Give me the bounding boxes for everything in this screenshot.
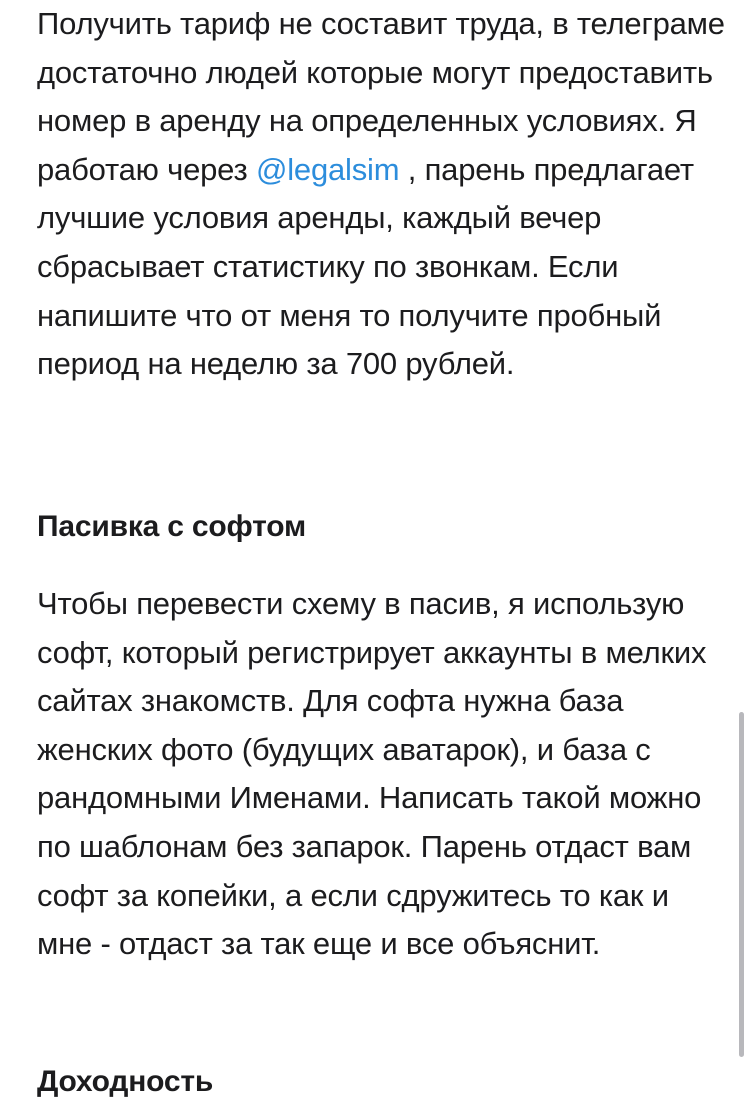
paragraph-text: , парень предлагает лучшие условия аренды, каждый вечер сбрасывает статистику по звонкам. Если напишите что от меня то получите пробный период на неделю за 700 рублей. [37, 151, 694, 382]
section-heading-passive: Пасивка с софтом [37, 510, 306, 543]
paragraph-tariff [37, 0, 727, 389]
mention-link-legalsim[interactable]: @legalsim [255, 151, 400, 187]
paragraph-text: Получить тариф не составит труда, в телеграме достаточно людей которые могут предоставить номер в аренду на определенных условиях. Я работаю через [37, 6, 725, 187]
scrollbar-thumb[interactable] [739, 712, 744, 1057]
section-heading-income: Доходность [37, 1065, 214, 1098]
paragraph-software: Чтобы перевести схему в пасив, я использую софт, который регистрирует аккаунты в мелких сайтах знакомств. Для софта нужна база женских фото (будущих аватарок), и база с рандомными Именами. Написать такой можно по шаблонам без запарок. Парень отдаст вам софт за копейки, а если сдружитесь то как и мне - отдаст за так еще и все объяснит. [37, 586, 707, 962]
